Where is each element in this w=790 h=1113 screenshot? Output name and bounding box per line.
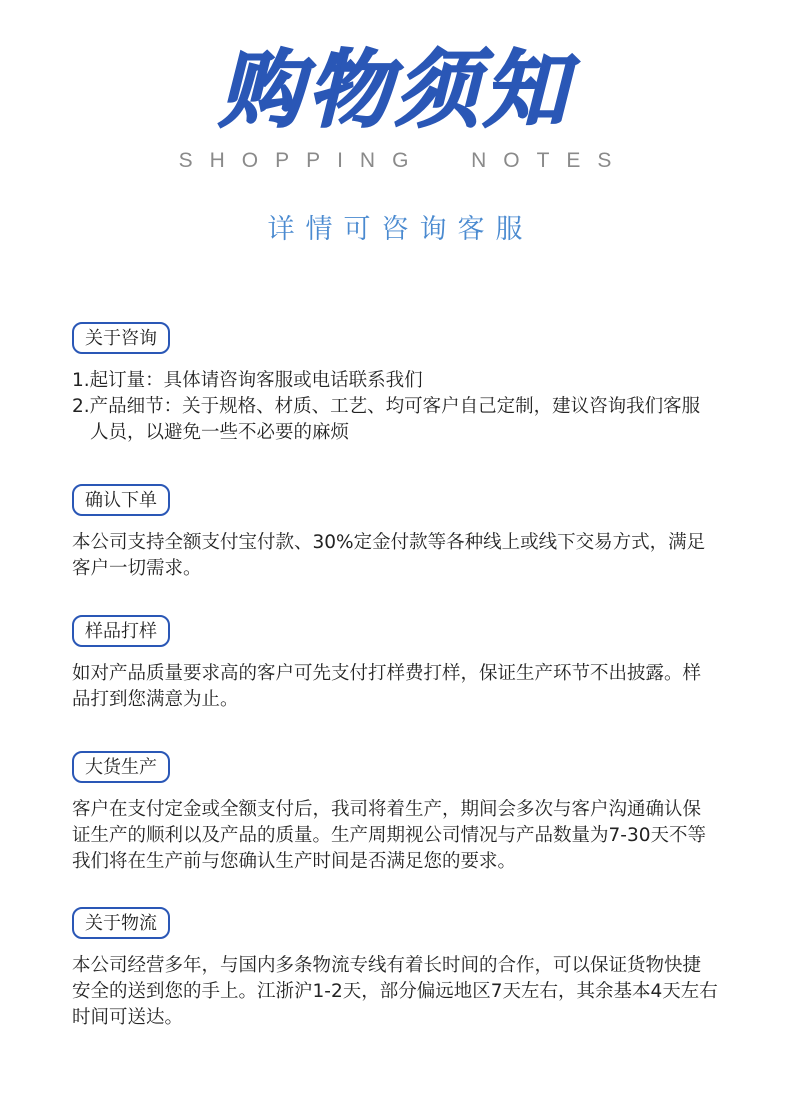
section-logistics	[72, 907, 732, 1031]
page-subtitle: SHOPPING NOTES	[178, 149, 629, 172]
body-line: 证生产的顺利以及产品的质量。生产周期视公司情况与产品数量为7-30天不等	[72, 825, 706, 846]
section-body	[72, 368, 732, 446]
section-sample	[72, 615, 732, 713]
section-order-confirm	[72, 484, 732, 582]
body-line: 本公司经营多年，与国内多条物流专线有着长时间的合作，可以保证货物快捷	[72, 955, 702, 976]
section-badge: 样品打样	[72, 615, 170, 647]
section-badge: 关于物流	[72, 907, 170, 939]
tagline: 详情可咨询客服	[267, 214, 534, 245]
section-badge: 关于咨询	[72, 322, 170, 354]
body-line: 客户在支付定金或全额支付后，我司将着生产，期间会多次与客户沟通确认保	[72, 799, 702, 820]
body-line: 时间可送达。	[72, 1007, 184, 1028]
body-line: 人员，以避免一些不必要的麻烦	[90, 422, 350, 443]
body-line: 我们将在生产前与您确认生产时间是否满足您的要求。	[72, 851, 517, 872]
body-line: 如对产品质量要求高的客户可先支付打样费打样，保证生产环节不出披露。样	[72, 663, 702, 684]
section-consultation	[72, 322, 732, 446]
body-line: 安全的送到您的手上。江浙沪1-2天，部分偏远地区7天左右，其余基本4天左右	[72, 981, 718, 1002]
section-badge: 大货生产	[72, 751, 170, 783]
section-body	[72, 953, 732, 1031]
page-title: 购物须知	[218, 41, 571, 139]
section-body	[72, 661, 732, 713]
section-body	[72, 530, 732, 582]
body-line: 2.产品细节：关于规格、材质、工艺、均可客户自己定制，建议咨询我们客服	[72, 396, 701, 417]
section-body	[72, 797, 732, 875]
body-line: 客户一切需求。	[72, 558, 202, 579]
body-line: 1.起订量：具体请咨询客服或电话联系我们	[72, 370, 423, 391]
body-line: 品打到您满意为止。	[72, 689, 239, 710]
section-badge: 确认下单	[72, 484, 170, 516]
section-mass-production	[72, 751, 732, 875]
body-line: 本公司支持全额支付宝付款、30%定金付款等各种线上或线下交易方式，满足	[72, 532, 706, 553]
